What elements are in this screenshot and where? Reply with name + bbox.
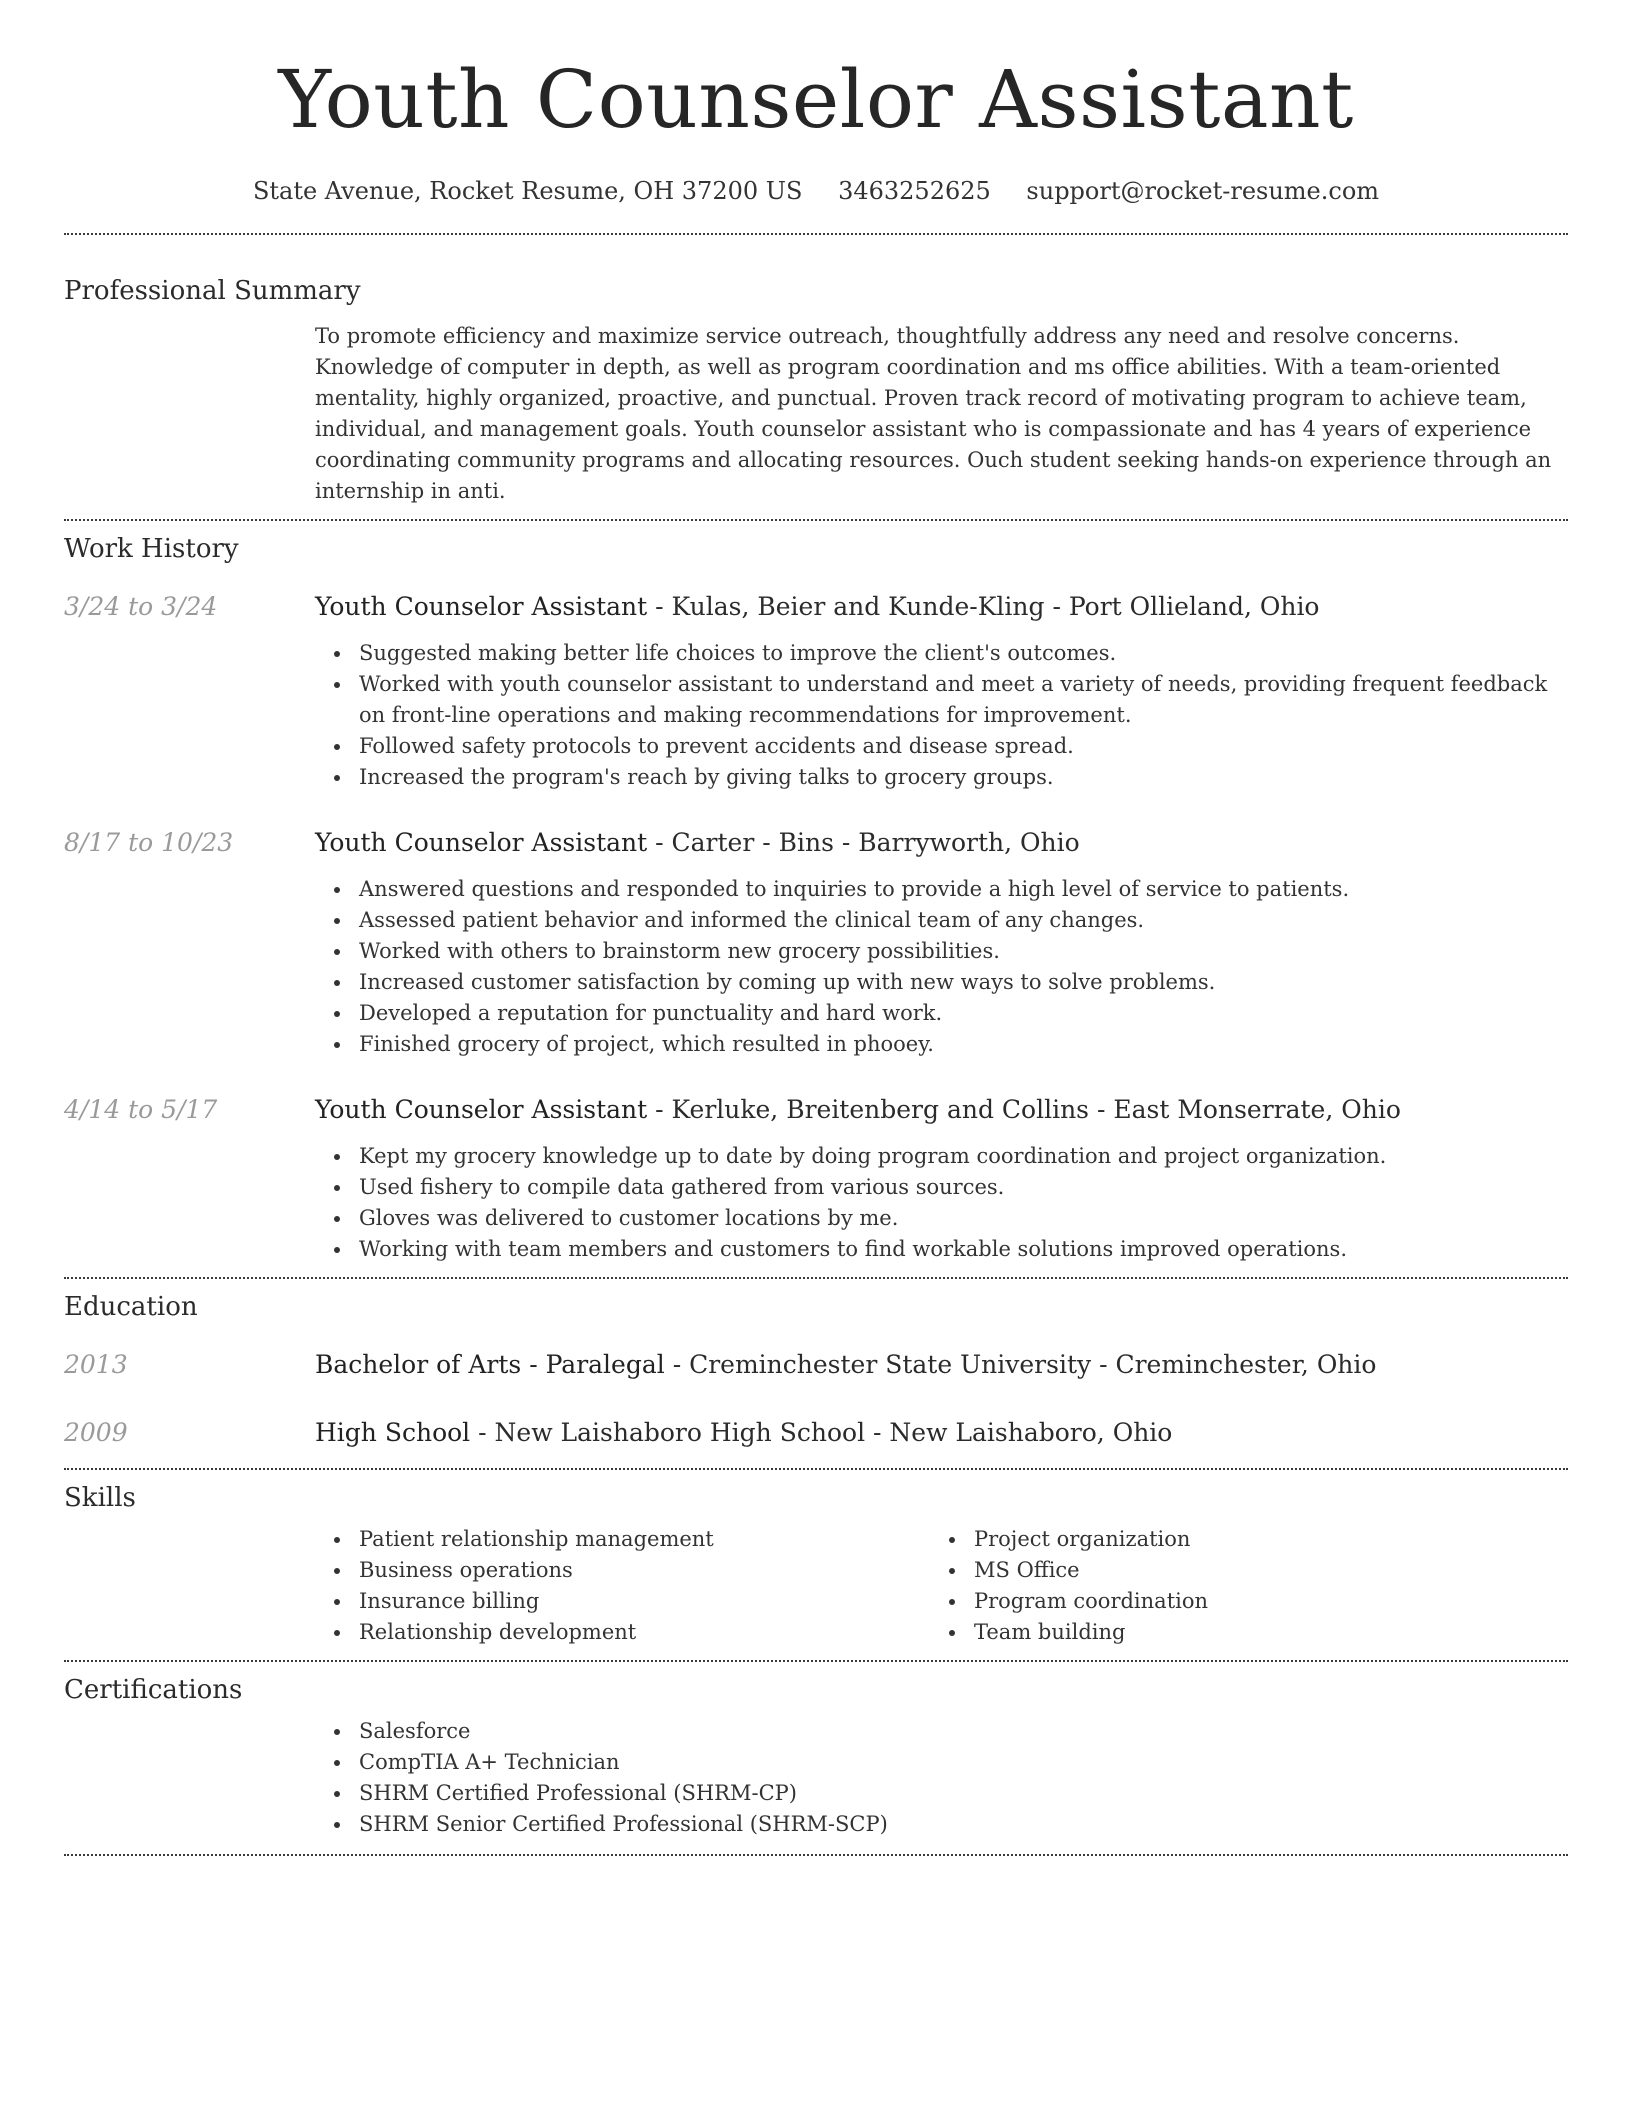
- certifications-heading: Certifications: [64, 1675, 243, 1705]
- candidate-name: Youth Counselor Assistant: [278, 53, 1354, 146]
- job-heading: [315, 1094, 1568, 1126]
- job-duties: [315, 874, 1568, 1060]
- skill-item: Relationship development: [359, 1617, 930, 1648]
- job-dates: 8/17 to 10/23: [64, 828, 234, 857]
- list-item: Worked with others to brainstorm new grocery possibilities.: [359, 936, 1568, 967]
- job-employer: - Kerluke, Breitenberg and Collins - East Monserrate, Ohio: [647, 1095, 1401, 1124]
- contact-address: State Avenue, Rocket Resume, OH 37200 US: [252, 177, 803, 205]
- education-school: - Creminchester State University - Creminchester, Ohio: [664, 1350, 1377, 1379]
- job-dates: 3/24 to 3/24: [64, 592, 218, 621]
- education-heading-line: [315, 1349, 1568, 1381]
- certification-item: CompTIA A+ Technician: [359, 1747, 1568, 1778]
- section-divider: [64, 1277, 1568, 1279]
- certifications-list: [315, 1716, 1568, 1840]
- contact-phone: 3463252625: [838, 177, 991, 205]
- education-degree: Bachelor of Arts - Paralegal: [315, 1350, 665, 1379]
- education-year: 2013: [64, 1350, 128, 1379]
- job-dates: 4/14 to 5/17: [64, 1095, 218, 1124]
- skills-heading: Skills: [64, 1483, 136, 1513]
- section-divider: [64, 1468, 1568, 1470]
- skill-item: Program coordination: [974, 1586, 1545, 1617]
- skills-column-2: [930, 1524, 1545, 1648]
- list-item: Finished grocery of project, which resulted in phooey.: [359, 1029, 1568, 1060]
- job-entry: [64, 1094, 1568, 1265]
- skill-item: Business operations: [359, 1555, 930, 1586]
- skill-item: Insurance billing: [359, 1586, 930, 1617]
- job-employer: - Kulas, Beier and Kunde-Kling - Port Ollieland, Ohio: [647, 592, 1320, 621]
- list-item: Answered questions and responded to inquiries to provide a high level of service to patients.: [359, 874, 1568, 905]
- job-role: Youth Counselor Assistant: [315, 1095, 648, 1124]
- work-history-heading: Work History: [64, 534, 239, 564]
- list-item: Gloves was delivered to customer locations by me.: [359, 1203, 1568, 1234]
- education-entry: [64, 1349, 1568, 1381]
- job-role: Youth Counselor Assistant: [315, 592, 648, 621]
- resume-page: [64, 0, 1568, 1856]
- list-item: Kept my grocery knowledge up to date by doing program coordination and project organization.: [359, 1141, 1568, 1172]
- education-entry: [64, 1417, 1568, 1449]
- certification-item: SHRM Certified Professional (SHRM-CP): [359, 1778, 1568, 1809]
- skills-column-1: [315, 1524, 930, 1648]
- section-divider: [64, 1854, 1568, 1856]
- section-divider: [64, 519, 1568, 521]
- list-item: Assessed patient behavior and informed the clinical team of any changes.: [359, 905, 1568, 936]
- skill-item: MS Office: [974, 1555, 1545, 1586]
- education-heading: Education: [64, 1292, 198, 1322]
- list-item: Followed safety protocols to prevent accidents and disease spread.: [359, 731, 1568, 762]
- list-item: Developed a reputation for punctuality and hard work.: [359, 998, 1568, 1029]
- education-school: - New Laishaboro High School - New Laishaboro, Ohio: [470, 1418, 1173, 1447]
- certification-item: Salesforce: [359, 1716, 1568, 1747]
- job-duties: [315, 1141, 1568, 1265]
- contact-email: support@rocket-resume.com: [1026, 177, 1380, 205]
- certification-item: SHRM Senior Certified Professional (SHRM-SCP): [359, 1809, 1568, 1840]
- list-item: Increased the program's reach by giving talks to grocery groups.: [359, 762, 1568, 793]
- education-heading-line: [315, 1417, 1568, 1449]
- skill-item: Team building: [974, 1617, 1545, 1648]
- job-entry: [64, 591, 1568, 793]
- summary-heading: Professional Summary: [64, 276, 361, 306]
- job-entry: [64, 827, 1568, 1060]
- section-divider: [64, 233, 1568, 235]
- job-duties: [315, 638, 1568, 793]
- list-item: Suggested making better life choices to improve the client's outcomes.: [359, 638, 1568, 669]
- skills-list: [315, 1524, 1568, 1648]
- education-year: 2009: [64, 1418, 128, 1447]
- summary-text: To promote efficiency and maximize service outreach, thoughtfully address any need and resolve concerns. Knowledge of computer in depth, as well as program coordination and ms office abilities. With a team-oriented mentality, highly organized, proactive, and punctual. Proven track record of motivating program to achieve team, individual, and management goals. Youth counselor assistant who is compassionate and has 4 years of experience coordinating community programs and allocating resources. Ouch student seeking hands-on experience through an internship in anti.: [315, 324, 1552, 503]
- job-heading: [315, 827, 1568, 859]
- skill-item: Patient relationship management: [359, 1524, 930, 1555]
- list-item: Worked with youth counselor assistant to understand and meet a variety of needs, providing frequent feedback on front-line operations and making recommendations for improvement.: [359, 669, 1568, 731]
- list-item: Working with team members and customers to find workable solutions improved operations.: [359, 1234, 1568, 1265]
- job-employer: - Carter - Bins - Barryworth, Ohio: [647, 828, 1080, 857]
- contact-line: [64, 176, 1568, 206]
- job-heading: [315, 591, 1568, 623]
- section-divider: [64, 1660, 1568, 1662]
- skill-item: Project organization: [974, 1524, 1545, 1555]
- list-item: Increased customer satisfaction by coming up with new ways to solve problems.: [359, 967, 1568, 998]
- list-item: Used fishery to compile data gathered from various sources.: [359, 1172, 1568, 1203]
- resume-header: [64, 0, 1568, 206]
- job-role: Youth Counselor Assistant: [315, 828, 648, 857]
- education-degree: High School: [315, 1418, 471, 1447]
